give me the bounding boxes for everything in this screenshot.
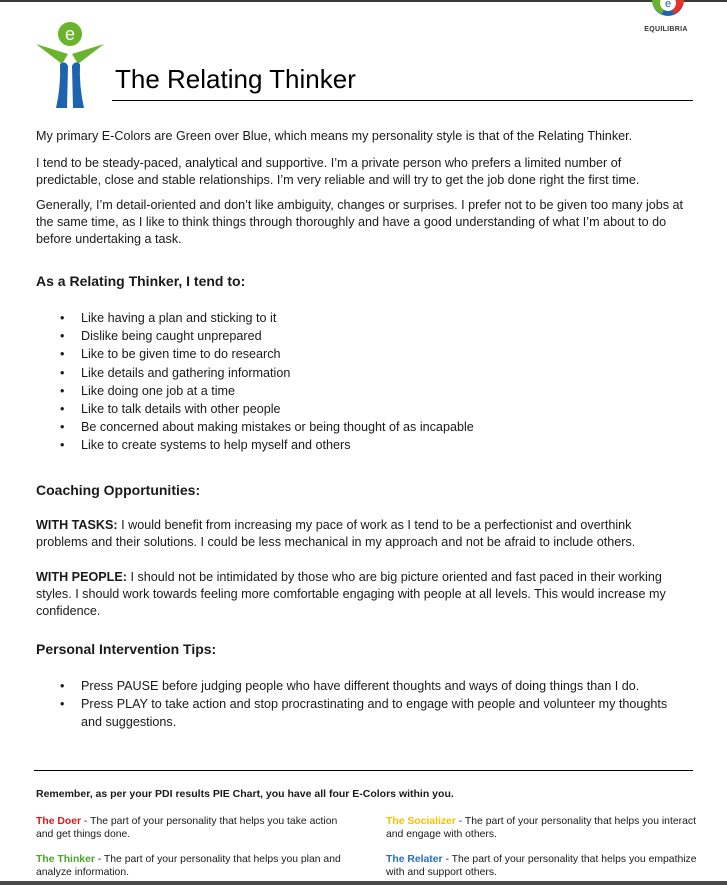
legend-socializer-desc: - The part of your personality that helps you interact and engage with others. <box>386 816 696 840</box>
list-item: • Press PLAY to take action and stop procrastinating and to engage with people and volunteer my thoughts and suggestions. <box>60 695 680 731</box>
tendencies-heading: As a Relating Thinker, I tend to: <box>36 273 246 289</box>
tendencies-list <box>60 309 474 455</box>
logo-left-arm <box>36 44 68 64</box>
legend-thinker-desc: - The part of your personality that helps you plan and analyze information. <box>36 854 341 878</box>
list-item: • Be concerned about making mistakes or being thought of as incapable <box>60 418 474 436</box>
legend-thinker-name: The Thinker <box>36 854 95 865</box>
reminder-text: Remember, as per your PDI results PIE Chart, you have all four E-Colors within you. <box>36 788 454 800</box>
footer-divider <box>34 770 693 771</box>
legend-doer-name: The Doer <box>36 816 82 827</box>
list-item: • Like to talk details with other people <box>60 400 474 418</box>
intro-paragraph-2: I tend to be steady-paced, analytical and supportive. I’m a private person who prefers a limited number of predictable, close and stable relationships. I’m very reliable and will try to get the job done right the first time. <box>36 156 640 187</box>
equilibria-mark-icon <box>650 0 686 22</box>
logo-right-leg <box>72 62 84 108</box>
equilibria-logo <box>630 0 702 40</box>
title-underline <box>112 100 693 101</box>
intro-paragraph-1: My primary E-Colors are Green over Blue, which means my personality style is that of the Relating Thinker. <box>36 129 633 143</box>
list-item: • Like to create systems to help myself and others <box>60 436 474 454</box>
logo-right-arm <box>72 44 104 64</box>
tips-list <box>60 677 680 732</box>
list-item: • Dislike being caught unprepared <box>60 327 474 345</box>
logo-letter: e <box>64 24 76 44</box>
list-item: • Like having a plan and sticking to it <box>60 309 474 327</box>
intro-paragraph-3: Generally, I’m detail-oriented and don’t like ambiguity, changes or surprises. I prefer not to be given too many jobs at the same time, as I like to think things through thoroughly and have a good understanding of what I’m about to do before undertaking a task. <box>36 198 684 246</box>
people-lead: WITH PEOPLE: <box>36 570 127 584</box>
list-item: • Like to be given time to do research <box>60 345 474 363</box>
legend-relater-desc: - The part of your personality that helps you empathize with and support others. <box>386 854 697 878</box>
coaching-people-paragraph <box>36 569 686 620</box>
tasks-lead: WITH TASKS: <box>36 518 118 532</box>
tasks-text: I would benefit from increasing my pace of work as I tend to be a perfectionist and overthink problems and their solutions. I could be less mechanical in my approach and not be afraid to include others. <box>36 518 636 549</box>
people-text: I should not be intimidated by those who are big picture oriented and fast paced in their working styles. I should work towards feeling more comfortable engaging with people at all levels. This would increase my confidence. <box>36 570 666 618</box>
list-item: • Like details and gathering information <box>60 364 474 382</box>
legend-socializer <box>386 815 706 841</box>
legend-relater-name: The Relater <box>386 854 443 865</box>
list-item: • Like doing one job at a time <box>60 382 474 400</box>
legend-doer-desc: - The part of your personality that helps you take action and get things done. <box>36 816 338 840</box>
coaching-tasks-paragraph <box>36 517 686 551</box>
coaching-heading: Coaching Opportunities: <box>36 482 201 498</box>
legend-doer <box>36 815 356 841</box>
logo-left-leg <box>56 62 68 108</box>
tips-heading: Personal Intervention Tips: <box>36 641 217 657</box>
legend-thinker <box>36 853 356 879</box>
top-border <box>0 0 727 2</box>
e-colors-person-logo <box>34 20 106 112</box>
list-item: • Press PAUSE before judging people who have different thoughts and ways of doing things than I do. <box>60 677 680 695</box>
legend-socializer-name: The Socializer <box>386 816 456 827</box>
legend-relater <box>386 853 706 879</box>
page-title: The Relating Thinker <box>115 64 356 94</box>
bottom-border <box>0 881 727 885</box>
svg-text:e: e <box>664 0 672 10</box>
brand-name: EQUILIBRIA <box>644 26 688 33</box>
